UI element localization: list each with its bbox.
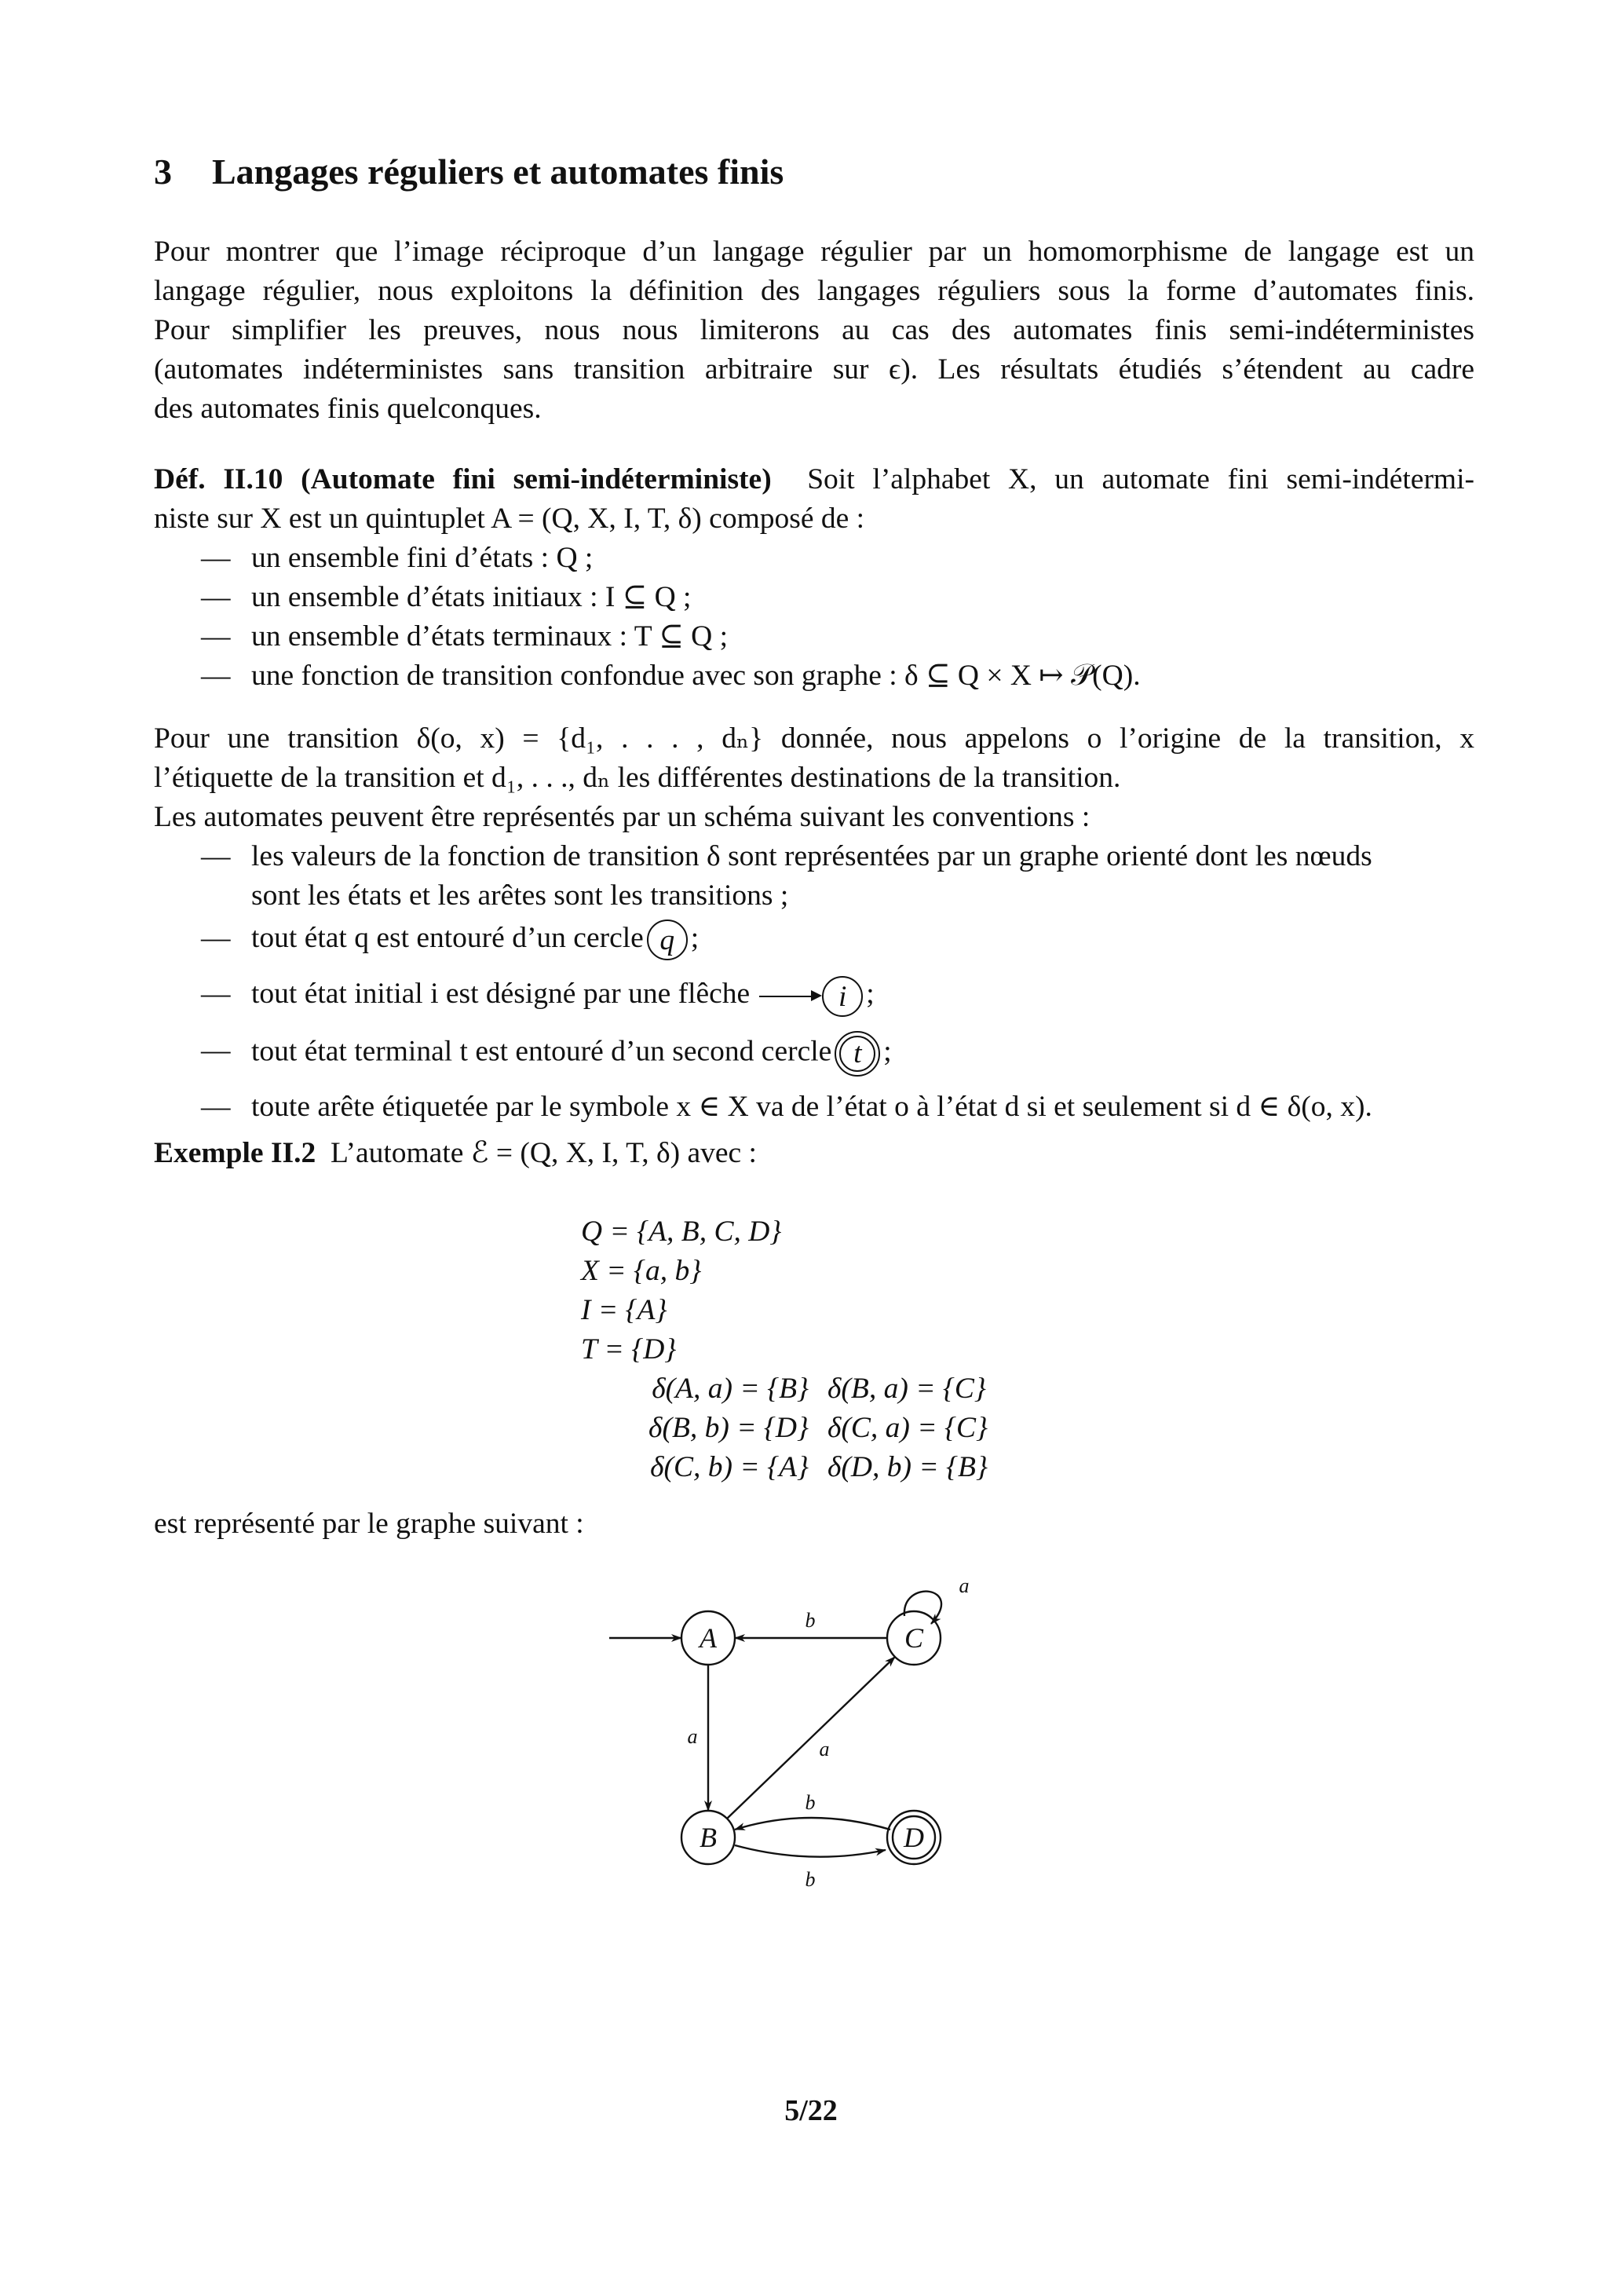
state-c-label: C bbox=[904, 1622, 924, 1654]
state-d-label: D bbox=[904, 1822, 924, 1853]
intro-line: des automates finis quelconques. bbox=[154, 393, 542, 425]
edge-label: a bbox=[959, 1574, 970, 1597]
list-item: — un ensemble d’états terminaux : T ⊆ Q ; bbox=[201, 620, 728, 653]
list-item: — les valeurs de la fonction de transition δ sont représentées par un graphe orienté dont les nœuds sont les états et les arêtes sont les transitions ; bbox=[201, 840, 1372, 912]
example-outro: est représenté par le graphe suivant : bbox=[154, 1508, 584, 1540]
intro-line: Pour simplifier les preuves, nous nous limiterons au cas des automates finis semi-indéterministes bbox=[154, 314, 1474, 346]
example-label: Exemple II.2 bbox=[154, 1137, 316, 1169]
section-number: 3 bbox=[154, 152, 172, 192]
state-a-label: A bbox=[700, 1622, 717, 1654]
state-circle-icon: i bbox=[822, 976, 863, 1017]
list-item: — une fonction de transition confondue avec son graphe : δ ⊆ Q × X ↦ 𝒫(Q). bbox=[201, 660, 1141, 692]
edge-label: b bbox=[805, 1609, 816, 1632]
definition-intro: Soit l’alphabet X, un automate fini semi-indétermi- bbox=[807, 463, 1475, 495]
list-item: — un ensemble d’états initiaux : I ⊆ Q ; bbox=[201, 581, 692, 613]
edge-label: b bbox=[805, 1791, 816, 1814]
edge-label: a bbox=[687, 1725, 698, 1748]
list-item: — tout état initial i est désigné par une flêche i ; bbox=[201, 974, 1474, 1016]
equation: I = {A} bbox=[581, 1294, 667, 1326]
equation: X = {a, b} bbox=[581, 1255, 702, 1287]
page-number: 5/22 bbox=[784, 2094, 838, 2127]
equation-row: δ(C, b) = {A} δ(D, b) = {B} bbox=[650, 1451, 988, 1483]
intro-line: Pour montrer que l’image réciproque d’un langage régulier par un homomorphisme de langage est un bbox=[154, 236, 1474, 268]
list-item: — un ensemble fini d’états : Q ; bbox=[201, 542, 594, 574]
example-intro: L’automate ℰ = (Q, X, I, T, δ) avec : bbox=[331, 1137, 757, 1169]
equation-row: δ(A, a) = {B} δ(B, a) = {C} bbox=[652, 1373, 986, 1405]
list-item: — toute arête étiquetée par le symbole x ∈ X va de l’état o à l’état d si et seulement si d ∈ δ(o, x). bbox=[201, 1090, 1372, 1123]
equation: Q = {A, B, C, D} bbox=[581, 1216, 782, 1248]
edge-b-to-d bbox=[735, 1845, 886, 1857]
definition-label: Déf. II.10 (Automate fini semi-indéterministe) bbox=[154, 463, 772, 495]
list-item: — tout état q est entouré d’un cercle q ; bbox=[201, 919, 1474, 960]
intro-line: (automates indéterministes sans transition arbitraire sur ϵ). Les résultats étudiés s’étendent au cadre bbox=[154, 353, 1474, 386]
transition-line: Pour une transition δ(o, x) = {d₁, . . . , dₙ} donnée, nous appelons o l’origine de la transition, x bbox=[154, 722, 1474, 755]
transition-line: l’étiquette de la transition et d₁, . . ., dₙ les différentes destinations de la transition. bbox=[154, 762, 1121, 794]
edge-d-to-b bbox=[735, 1818, 890, 1830]
conventions-intro: Les automates peuvent être représentés par un schéma suivant les conventions : bbox=[154, 801, 1090, 833]
definition-second-line: niste sur X est un quintuplet A = (Q, X, I, T, δ) composé de : bbox=[154, 503, 865, 535]
terminal-circle-icon: t bbox=[835, 1031, 880, 1077]
list-item: — tout état terminal t est entouré d’un second cercle t ; bbox=[201, 1031, 1474, 1077]
equation: T = {D} bbox=[581, 1333, 677, 1366]
state-b-label: B bbox=[700, 1822, 717, 1853]
edge-label: a bbox=[819, 1738, 830, 1760]
edge-label: b bbox=[805, 1868, 816, 1891]
intro-line: langage régulier, nous exploitons la définition des langages réguliers sous la forme d’automates finis. bbox=[154, 275, 1474, 307]
edge-c-loop bbox=[904, 1592, 941, 1624]
equation-row: δ(B, b) = {D} δ(C, a) = {C} bbox=[648, 1412, 988, 1444]
section-title: Langages réguliers et automates finis bbox=[212, 152, 784, 192]
state-circle-icon: q bbox=[647, 919, 688, 960]
